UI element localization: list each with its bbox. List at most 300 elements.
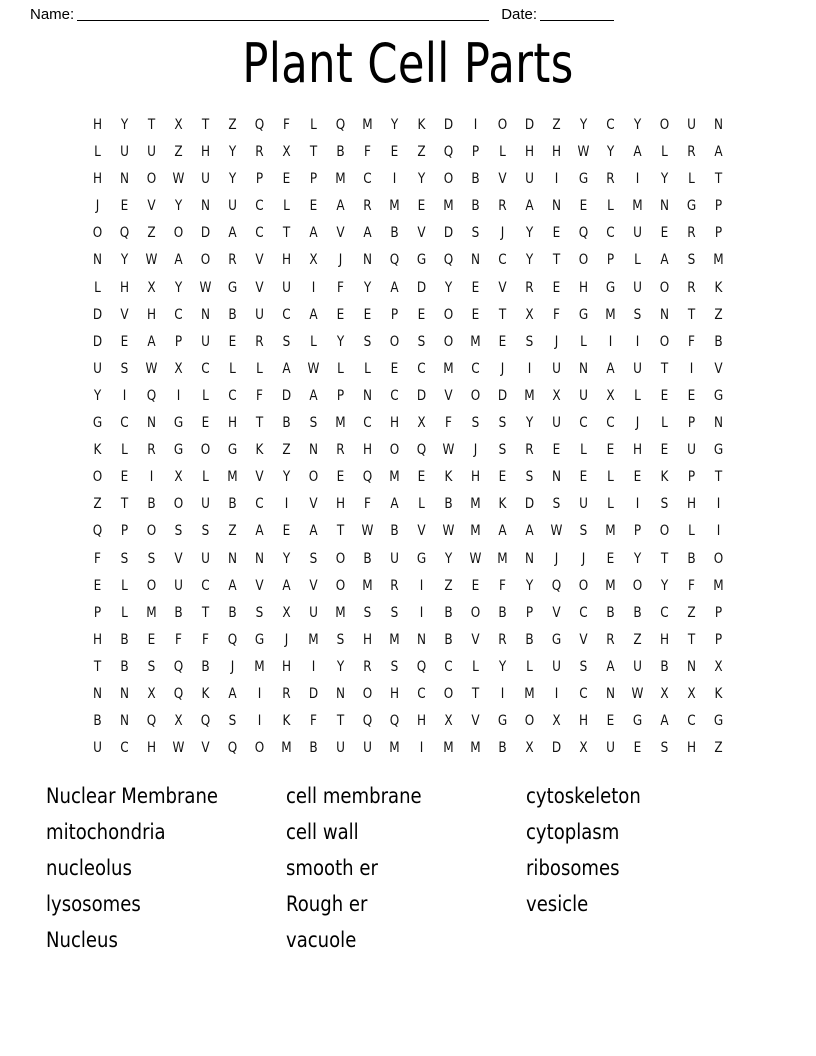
grid-cell[interactable]: O [443,685,454,702]
grid-cell[interactable]: N [686,658,697,675]
grid-cell[interactable]: W [145,252,158,269]
grid-cell[interactable]: K [660,469,669,486]
grid-cell[interactable]: X [525,740,534,757]
grid-cell[interactable]: M [713,577,724,594]
grid-cell[interactable]: I [257,685,262,702]
word-list-item[interactable]: nucleolus [46,856,132,880]
grid-cell[interactable]: N [200,198,211,215]
grid-cell[interactable]: M [443,198,454,215]
grid-cell[interactable]: O [470,604,481,621]
grid-cell[interactable]: Q [416,658,427,675]
grid-cell[interactable]: U [201,550,210,567]
grid-cell[interactable]: P [687,415,696,432]
grid-cell[interactable]: Y [228,171,237,188]
grid-cell[interactable]: O [389,442,400,459]
grid-cell[interactable]: Q [146,713,157,730]
grid-cell[interactable]: H [146,306,157,323]
grid-cell[interactable]: B [525,631,534,648]
grid-cell[interactable]: B [687,550,696,567]
grid-cell[interactable]: A [228,225,237,242]
grid-cell[interactable]: U [201,496,210,513]
word-list-item[interactable]: lysosomes [46,892,141,916]
grid-cell[interactable]: Q [416,442,427,459]
grid-cell[interactable]: V [309,577,318,594]
grid-cell[interactable]: F [175,631,182,648]
grid-cell[interactable]: W [550,523,563,540]
grid-cell[interactable]: C [471,360,480,377]
grid-cell[interactable]: O [659,333,670,350]
grid-cell[interactable]: P [525,604,534,621]
grid-cell[interactable]: L [607,496,614,513]
grid-cell[interactable]: O [146,577,157,594]
grid-cell[interactable]: E [147,631,156,648]
grid-cell[interactable]: O [200,442,211,459]
grid-cell[interactable]: N [659,198,670,215]
grid-cell[interactable]: X [714,658,723,675]
grid-cell[interactable]: T [498,306,507,323]
grid-cell[interactable]: M [254,658,265,675]
grid-cell[interactable]: V [201,740,210,757]
grid-cell[interactable]: G [713,387,724,404]
grid-cell[interactable]: R [255,144,264,161]
grid-cell[interactable]: U [336,740,345,757]
grid-cell[interactable]: I [635,496,640,513]
grid-cell[interactable]: R [498,198,507,215]
grid-cell[interactable]: O [389,333,400,350]
grid-cell[interactable]: U [201,333,210,350]
grid-cell[interactable]: O [200,252,211,269]
grid-cell[interactable]: I [311,279,316,296]
grid-cell[interactable]: Z [687,604,696,621]
grid-cell[interactable]: A [606,658,615,675]
grid-cell[interactable]: U [579,387,588,404]
grid-cell[interactable]: D [551,740,562,757]
grid-cell[interactable]: G [605,279,616,296]
grid-cell[interactable]: B [336,144,345,161]
grid-cell[interactable]: U [525,171,534,188]
grid-cell[interactable]: R [336,442,345,459]
grid-cell[interactable]: L [418,496,425,513]
grid-cell[interactable]: P [120,523,129,540]
grid-cell[interactable]: V [147,198,156,215]
grid-cell[interactable]: K [282,713,291,730]
grid-cell[interactable]: I [689,360,694,377]
grid-cell[interactable]: E [336,306,345,323]
grid-cell[interactable]: A [714,144,723,161]
grid-cell[interactable]: I [419,577,424,594]
grid-cell[interactable]: C [201,360,210,377]
grid-cell[interactable]: Y [660,577,669,594]
grid-cell[interactable]: Y [336,333,345,350]
grid-cell[interactable]: W [469,550,482,567]
grid-cell[interactable]: C [255,198,264,215]
grid-cell[interactable]: B [390,523,399,540]
grid-cell[interactable]: P [255,171,264,188]
grid-cell[interactable]: L [688,523,695,540]
grid-cell[interactable]: Z [174,144,183,161]
grid-cell[interactable]: F [256,387,263,404]
grid-cell[interactable]: F [202,631,209,648]
grid-cell[interactable]: S [147,550,156,567]
grid-cell[interactable]: S [120,360,129,377]
grid-cell[interactable]: E [579,198,588,215]
grid-cell[interactable]: Q [227,740,238,757]
grid-cell[interactable]: D [443,117,454,133]
grid-cell[interactable]: W [145,360,158,377]
grid-cell[interactable]: F [337,279,344,296]
grid-cell[interactable]: I [284,496,289,513]
grid-cell[interactable]: P [714,604,723,621]
grid-cell[interactable]: X [147,279,156,296]
grid-cell[interactable]: O [659,279,670,296]
grid-cell[interactable]: S [471,415,480,432]
grid-cell[interactable]: U [174,577,183,594]
grid-cell[interactable]: Y [120,252,129,269]
grid-cell[interactable]: N [362,387,373,404]
grid-cell[interactable]: Y [336,658,345,675]
grid-cell[interactable]: C [687,713,696,730]
grid-cell[interactable]: D [416,279,427,296]
grid-cell[interactable]: C [417,360,426,377]
grid-cell[interactable]: Y [228,144,237,161]
word-list-item[interactable]: smooth er [286,856,378,880]
grid-cell[interactable]: L [202,469,209,486]
grid-cell[interactable]: A [498,523,507,540]
grid-cell[interactable]: I [149,469,154,486]
grid-cell[interactable]: S [120,550,129,567]
grid-cell[interactable]: T [714,469,723,486]
grid-cell[interactable]: T [336,713,345,730]
grid-cell[interactable]: X [147,685,156,702]
grid-cell[interactable]: H [389,685,400,702]
grid-cell[interactable]: N [470,252,481,269]
grid-cell[interactable]: D [416,387,427,404]
grid-cell[interactable]: S [336,631,345,648]
grid-cell[interactable]: N [119,171,130,188]
grid-cell[interactable]: O [659,117,670,133]
grid-cell[interactable]: S [498,415,507,432]
grid-cell[interactable]: H [119,279,130,296]
grid-cell[interactable]: I [716,496,721,513]
grid-cell[interactable]: F [94,550,101,567]
grid-cell[interactable]: C [282,306,291,323]
grid-cell[interactable]: P [714,631,723,648]
grid-cell[interactable]: B [282,415,291,432]
grid-cell[interactable]: T [147,117,156,133]
grid-cell[interactable]: C [201,577,210,594]
grid-cell[interactable]: A [336,198,345,215]
grid-cell[interactable]: E [120,469,129,486]
grid-cell[interactable]: C [228,387,237,404]
grid-cell[interactable]: L [472,658,479,675]
grid-cell[interactable]: U [552,360,561,377]
grid-cell[interactable]: O [632,577,643,594]
grid-cell[interactable]: E [417,469,426,486]
grid-cell[interactable]: B [228,496,237,513]
grid-cell[interactable]: A [228,685,237,702]
grid-cell[interactable]: H [92,117,103,133]
grid-cell[interactable]: O [335,550,346,567]
grid-cell[interactable]: L [607,198,614,215]
grid-cell[interactable]: V [255,469,264,486]
grid-cell[interactable]: U [255,306,264,323]
grid-cell[interactable]: Q [335,117,346,133]
grid-cell[interactable]: D [524,496,535,513]
grid-cell[interactable]: C [606,117,615,133]
grid-cell[interactable]: E [390,360,399,377]
grid-cell[interactable]: Y [525,252,534,269]
grid-cell[interactable]: O [335,577,346,594]
grid-cell[interactable]: A [309,523,318,540]
grid-cell[interactable]: S [201,523,210,540]
grid-cell[interactable]: M [362,577,373,594]
grid-cell[interactable]: W [172,740,185,757]
grid-cell[interactable]: K [714,685,723,702]
grid-cell[interactable]: Y [444,550,453,567]
grid-cell[interactable]: V [255,577,264,594]
grid-cell[interactable]: Y [633,117,642,133]
grid-cell[interactable]: J [473,442,478,459]
grid-cell[interactable]: B [444,496,453,513]
word-list-item[interactable]: mitochondria [46,820,166,844]
grid-cell[interactable]: E [552,279,561,296]
grid-cell[interactable]: W [577,144,590,161]
grid-cell[interactable]: M [389,740,400,757]
grid-cell[interactable]: K [417,117,426,133]
grid-cell[interactable]: Y [282,550,291,567]
word-list-item[interactable]: vacuole [286,928,357,952]
word-list-item[interactable]: Rough er [286,892,368,916]
grid-cell[interactable]: A [282,577,291,594]
grid-cell[interactable]: U [687,442,696,459]
grid-cell[interactable]: I [554,171,559,188]
grid-cell[interactable]: N [416,631,427,648]
grid-cell[interactable]: I [608,333,613,350]
grid-cell[interactable]: A [309,306,318,323]
grid-cell[interactable]: T [93,658,102,675]
grid-cell[interactable]: T [201,117,210,133]
grid-cell[interactable]: M [470,496,481,513]
grid-cell[interactable]: C [606,415,615,432]
grid-cell[interactable]: Q [92,523,103,540]
grid-cell[interactable]: O [443,333,454,350]
grid-cell[interactable]: G [578,171,589,188]
grid-cell[interactable]: O [173,225,184,242]
grid-cell[interactable]: S [498,442,507,459]
grid-cell[interactable]: A [228,577,237,594]
grid-cell[interactable]: Y [120,117,129,133]
grid-cell[interactable]: F [445,415,452,432]
grid-cell[interactable]: H [551,144,562,161]
grid-cell[interactable]: S [309,415,318,432]
grid-cell[interactable]: Z [228,523,237,540]
grid-cell[interactable]: S [552,496,561,513]
grid-cell[interactable]: Z [714,306,723,323]
grid-cell[interactable]: Y [390,117,399,133]
grid-cell[interactable]: T [660,360,669,377]
grid-cell[interactable]: H [200,144,211,161]
grid-cell[interactable]: N [551,198,562,215]
grid-cell[interactable]: R [525,442,534,459]
grid-cell[interactable]: J [95,198,100,215]
grid-cell[interactable]: S [471,225,480,242]
grid-cell[interactable]: T [120,496,129,513]
grid-cell[interactable]: O [578,577,589,594]
grid-cell[interactable]: T [255,415,264,432]
grid-cell[interactable]: M [524,685,535,702]
grid-cell[interactable]: F [310,713,317,730]
grid-cell[interactable]: L [337,360,344,377]
grid-cell[interactable]: S [255,604,264,621]
grid-cell[interactable]: E [309,198,318,215]
grid-cell[interactable]: L [229,360,236,377]
grid-cell[interactable]: X [174,469,183,486]
grid-cell[interactable]: J [500,225,505,242]
grid-cell[interactable]: I [635,333,640,350]
grid-cell[interactable]: O [362,685,373,702]
grid-cell[interactable]: K [201,685,210,702]
grid-cell[interactable]: W [361,523,374,540]
grid-cell[interactable]: P [174,333,183,350]
grid-cell[interactable]: R [525,279,534,296]
grid-cell[interactable]: X [174,117,183,133]
grid-cell[interactable]: Z [282,442,291,459]
grid-cell[interactable]: G [686,198,697,215]
grid-cell[interactable]: B [93,713,102,730]
grid-cell[interactable]: R [255,333,264,350]
grid-cell[interactable]: E [498,469,507,486]
grid-cell[interactable]: P [714,225,723,242]
grid-cell[interactable]: H [146,740,157,757]
grid-cell[interactable]: P [309,171,318,188]
grid-cell[interactable]: M [362,117,373,133]
grid-cell[interactable]: M [443,360,454,377]
grid-cell[interactable]: X [174,713,183,730]
grid-cell[interactable]: C [390,387,399,404]
grid-cell[interactable]: V [309,496,318,513]
grid-cell[interactable]: M [470,523,481,540]
grid-cell[interactable]: A [390,279,399,296]
grid-cell[interactable]: N [362,252,373,269]
word-list-item[interactable]: ribosomes [526,856,620,880]
grid-cell[interactable]: S [579,658,588,675]
grid-cell[interactable]: R [687,279,696,296]
grid-cell[interactable]: B [120,631,129,648]
grid-cell[interactable]: Y [174,279,183,296]
grid-cell[interactable]: V [471,713,480,730]
grid-cell[interactable]: P [93,604,102,621]
grid-cell[interactable]: D [443,225,454,242]
grid-cell[interactable]: T [687,306,696,323]
grid-cell[interactable]: A [525,198,534,215]
grid-cell[interactable]: A [660,252,669,269]
grid-cell[interactable]: R [363,198,372,215]
grid-cell[interactable]: O [146,523,157,540]
grid-cell[interactable]: F [499,577,506,594]
grid-cell[interactable]: M [389,469,400,486]
grid-cell[interactable]: J [635,415,640,432]
grid-cell[interactable]: A [633,144,642,161]
grid-cell[interactable]: L [634,387,641,404]
grid-cell[interactable]: G [227,442,238,459]
grid-cell[interactable]: U [309,604,318,621]
grid-cell[interactable]: E [633,740,642,757]
grid-cell[interactable]: J [230,658,235,675]
grid-cell[interactable]: Y [363,279,372,296]
grid-cell[interactable]: I [500,685,505,702]
grid-cell[interactable]: N [200,306,211,323]
date-input-line[interactable] [540,7,614,21]
grid-cell[interactable]: S [282,333,291,350]
grid-cell[interactable]: U [93,740,102,757]
grid-cell[interactable]: E [471,577,480,594]
grid-cell[interactable]: G [173,415,184,432]
grid-cell[interactable]: H [362,442,373,459]
grid-cell[interactable]: P [633,523,642,540]
grid-cell[interactable]: M [605,523,616,540]
grid-cell[interactable]: T [336,523,345,540]
grid-cell[interactable]: O [254,740,265,757]
grid-cell[interactable]: V [417,523,426,540]
grid-cell[interactable]: E [120,198,129,215]
grid-cell[interactable]: L [256,360,263,377]
grid-cell[interactable]: A [660,713,669,730]
grid-cell[interactable]: S [363,333,372,350]
grid-cell[interactable]: N [659,306,670,323]
grid-cell[interactable]: G [713,713,724,730]
grid-cell[interactable]: Q [200,713,211,730]
grid-cell[interactable]: C [579,415,588,432]
grid-cell[interactable]: M [524,387,535,404]
grid-cell[interactable]: K [444,469,453,486]
grid-cell[interactable]: Y [579,117,588,133]
grid-cell[interactable]: U [606,740,615,757]
grid-cell[interactable]: M [470,740,481,757]
grid-cell[interactable]: U [633,225,642,242]
grid-cell[interactable]: L [283,198,290,215]
grid-cell[interactable]: J [581,550,586,567]
grid-cell[interactable]: B [228,306,237,323]
grid-cell[interactable]: E [579,469,588,486]
grid-cell[interactable]: H [335,496,346,513]
grid-cell[interactable]: H [578,713,589,730]
grid-cell[interactable]: X [552,713,561,730]
grid-cell[interactable]: C [660,604,669,621]
grid-cell[interactable]: W [172,171,185,188]
grid-cell[interactable]: Q [389,252,400,269]
grid-cell[interactable]: Z [93,496,102,513]
grid-cell[interactable]: U [633,360,642,377]
grid-cell[interactable]: Q [362,469,373,486]
grid-cell[interactable]: R [687,144,696,161]
grid-cell[interactable]: Q [578,225,589,242]
word-list-item[interactable]: Nucleus [46,928,118,952]
grid-cell[interactable]: X [552,387,561,404]
grid-cell[interactable]: C [174,306,183,323]
grid-cell[interactable]: N [551,469,562,486]
grid-cell[interactable]: G [632,713,643,730]
grid-cell[interactable]: E [606,713,615,730]
grid-cell[interactable]: L [121,604,128,621]
grid-cell[interactable]: O [524,713,535,730]
grid-cell[interactable]: C [417,685,426,702]
grid-cell[interactable]: L [94,279,101,296]
grid-cell[interactable]: L [526,658,533,675]
grid-cell[interactable]: L [580,442,587,459]
grid-cell[interactable]: V [579,631,588,648]
grid-cell[interactable]: B [390,225,399,242]
grid-cell[interactable]: N [335,685,346,702]
